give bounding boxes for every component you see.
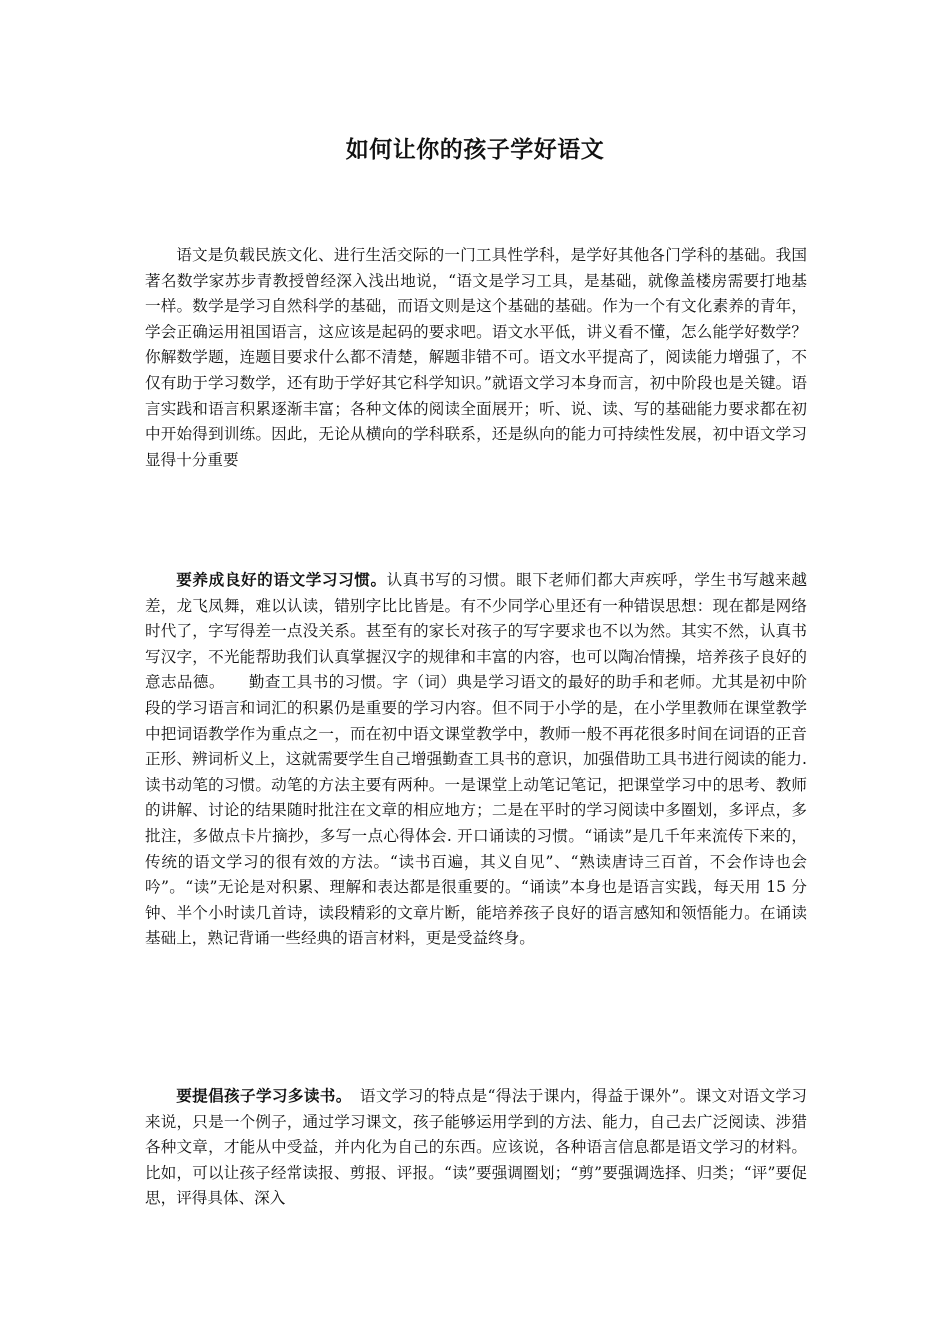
paragraph-study-habits	[145, 567, 807, 952]
paragraph-text: 认真书写的习惯。眼下老师们都大声疾呼，学生书写越来越差，龙飞凤舞，难以认读，错别字比比皆是。有不少同学心里还有一种错误思想：现在都是网络时代了，字写得差一点没关系。甚至有的家长对孩子的写字要求也不以为然。其实不然，认真书写汉字，不光能帮助我们认真掌握汉字的规律和丰富的内容，也可以陶冶情操，培养孩子良好的意志品德。 勤查工具书的习惯。字（词）典是学习语文的最好的助手和老师。尤其是初中阶段的学习语言和词汇的积累仍是重要的学习内容。但不同于小学的是，在小学里教师在课堂教学中把词语教学作为重点之一，而在初中语文课堂教学中，教师一般不再花很多时间在词语的正音正形、辨词析义上，这就需要学生自己增强勤查工具书的意识，加强借助工具书进行阅读的能力. 读书动笔的习惯。动笔的方法主要有两种。一是课堂上动笔记笔记，把课堂学习中的思考、教师的讲解、讨论的结果随时批注在文章的相应地方；二是在平时的学习阅读中多圈划，多评点，多批注，多做点卡片摘抄，多写一点心得体会. 开口诵读的习惯。“诵读”是几千年来流传下来的，传统的语文学习的很有效的方法。“读书百遍，其义自见”、“熟读唐诗三百首，不会作诗也会吟”。“读”无论是对积累、理解和表达都是很重要的。“诵读”本身也是语言实践，每天用 15 分钟、半个小时读几首诗，读段精彩的文章片断，能培养孩子良好的语言感知和领悟能力。在诵读基础上，熟记背诵一些经典的语言材料，更是受益终身。	[145, 571, 807, 948]
paragraph-reading	[145, 1083, 807, 1212]
paragraph-text: 语文学习的特点是“得法于课内，得益于课外”。课文对语文学习来说，只是一个例子，通过学习课文，孩子能够运用学到的方法、能力，自己去广泛阅读、涉猎各种文章，才能从中受益，并内化为自己的东西。应该说，各种语言信息都是语文学习的材料。比如，可以让孩子经常读报、剪报、评报。“读”要强调圈划；“剪”要强调选择、归类；“评”要促思，评得具体、深入	[145, 1087, 808, 1208]
paragraph-lead: 要养成良好的语文学习习惯。	[176, 570, 387, 589]
paragraph-lead: 要提倡孩子学习多读书。	[176, 1086, 344, 1105]
paragraph-text: 语文是负载民族文化、进行生活交际的一门工具性学科，是学好其他各门学科的基础。我国著名数学家苏步青教授曾经深入浅出地说，“语文是学习工具，是基础，就像盖楼房需要打地基一样。数学是学习自然科学的基础，而语文则是这个基础的基础。作为一个有文化素养的青年，学会正确运用祖国语言，这应该是起码的要求吧。语文水平低，讲义看不懂，怎么能学好数学？你解数学题，连题目要求什么都不清楚，解题非错不可。语文水平提高了，阅读能力增强了，不仅有助于学习数学，还有助于学好其它科学知识。”就语文学习本身而言，初中阶段也是关键。语言实践和语言积累逐渐丰富；各种文体的阅读全面展开；听、说、读、写的基础能力要求都在初中开始得到训练。因此，无论从横向的学科联系，还是纵向的能力可持续性发展，初中语文学习显得十分重要	[145, 246, 807, 469]
paragraph-intro	[145, 242, 807, 473]
document-title: 如何让你的孩子学好语文	[345, 136, 605, 163]
